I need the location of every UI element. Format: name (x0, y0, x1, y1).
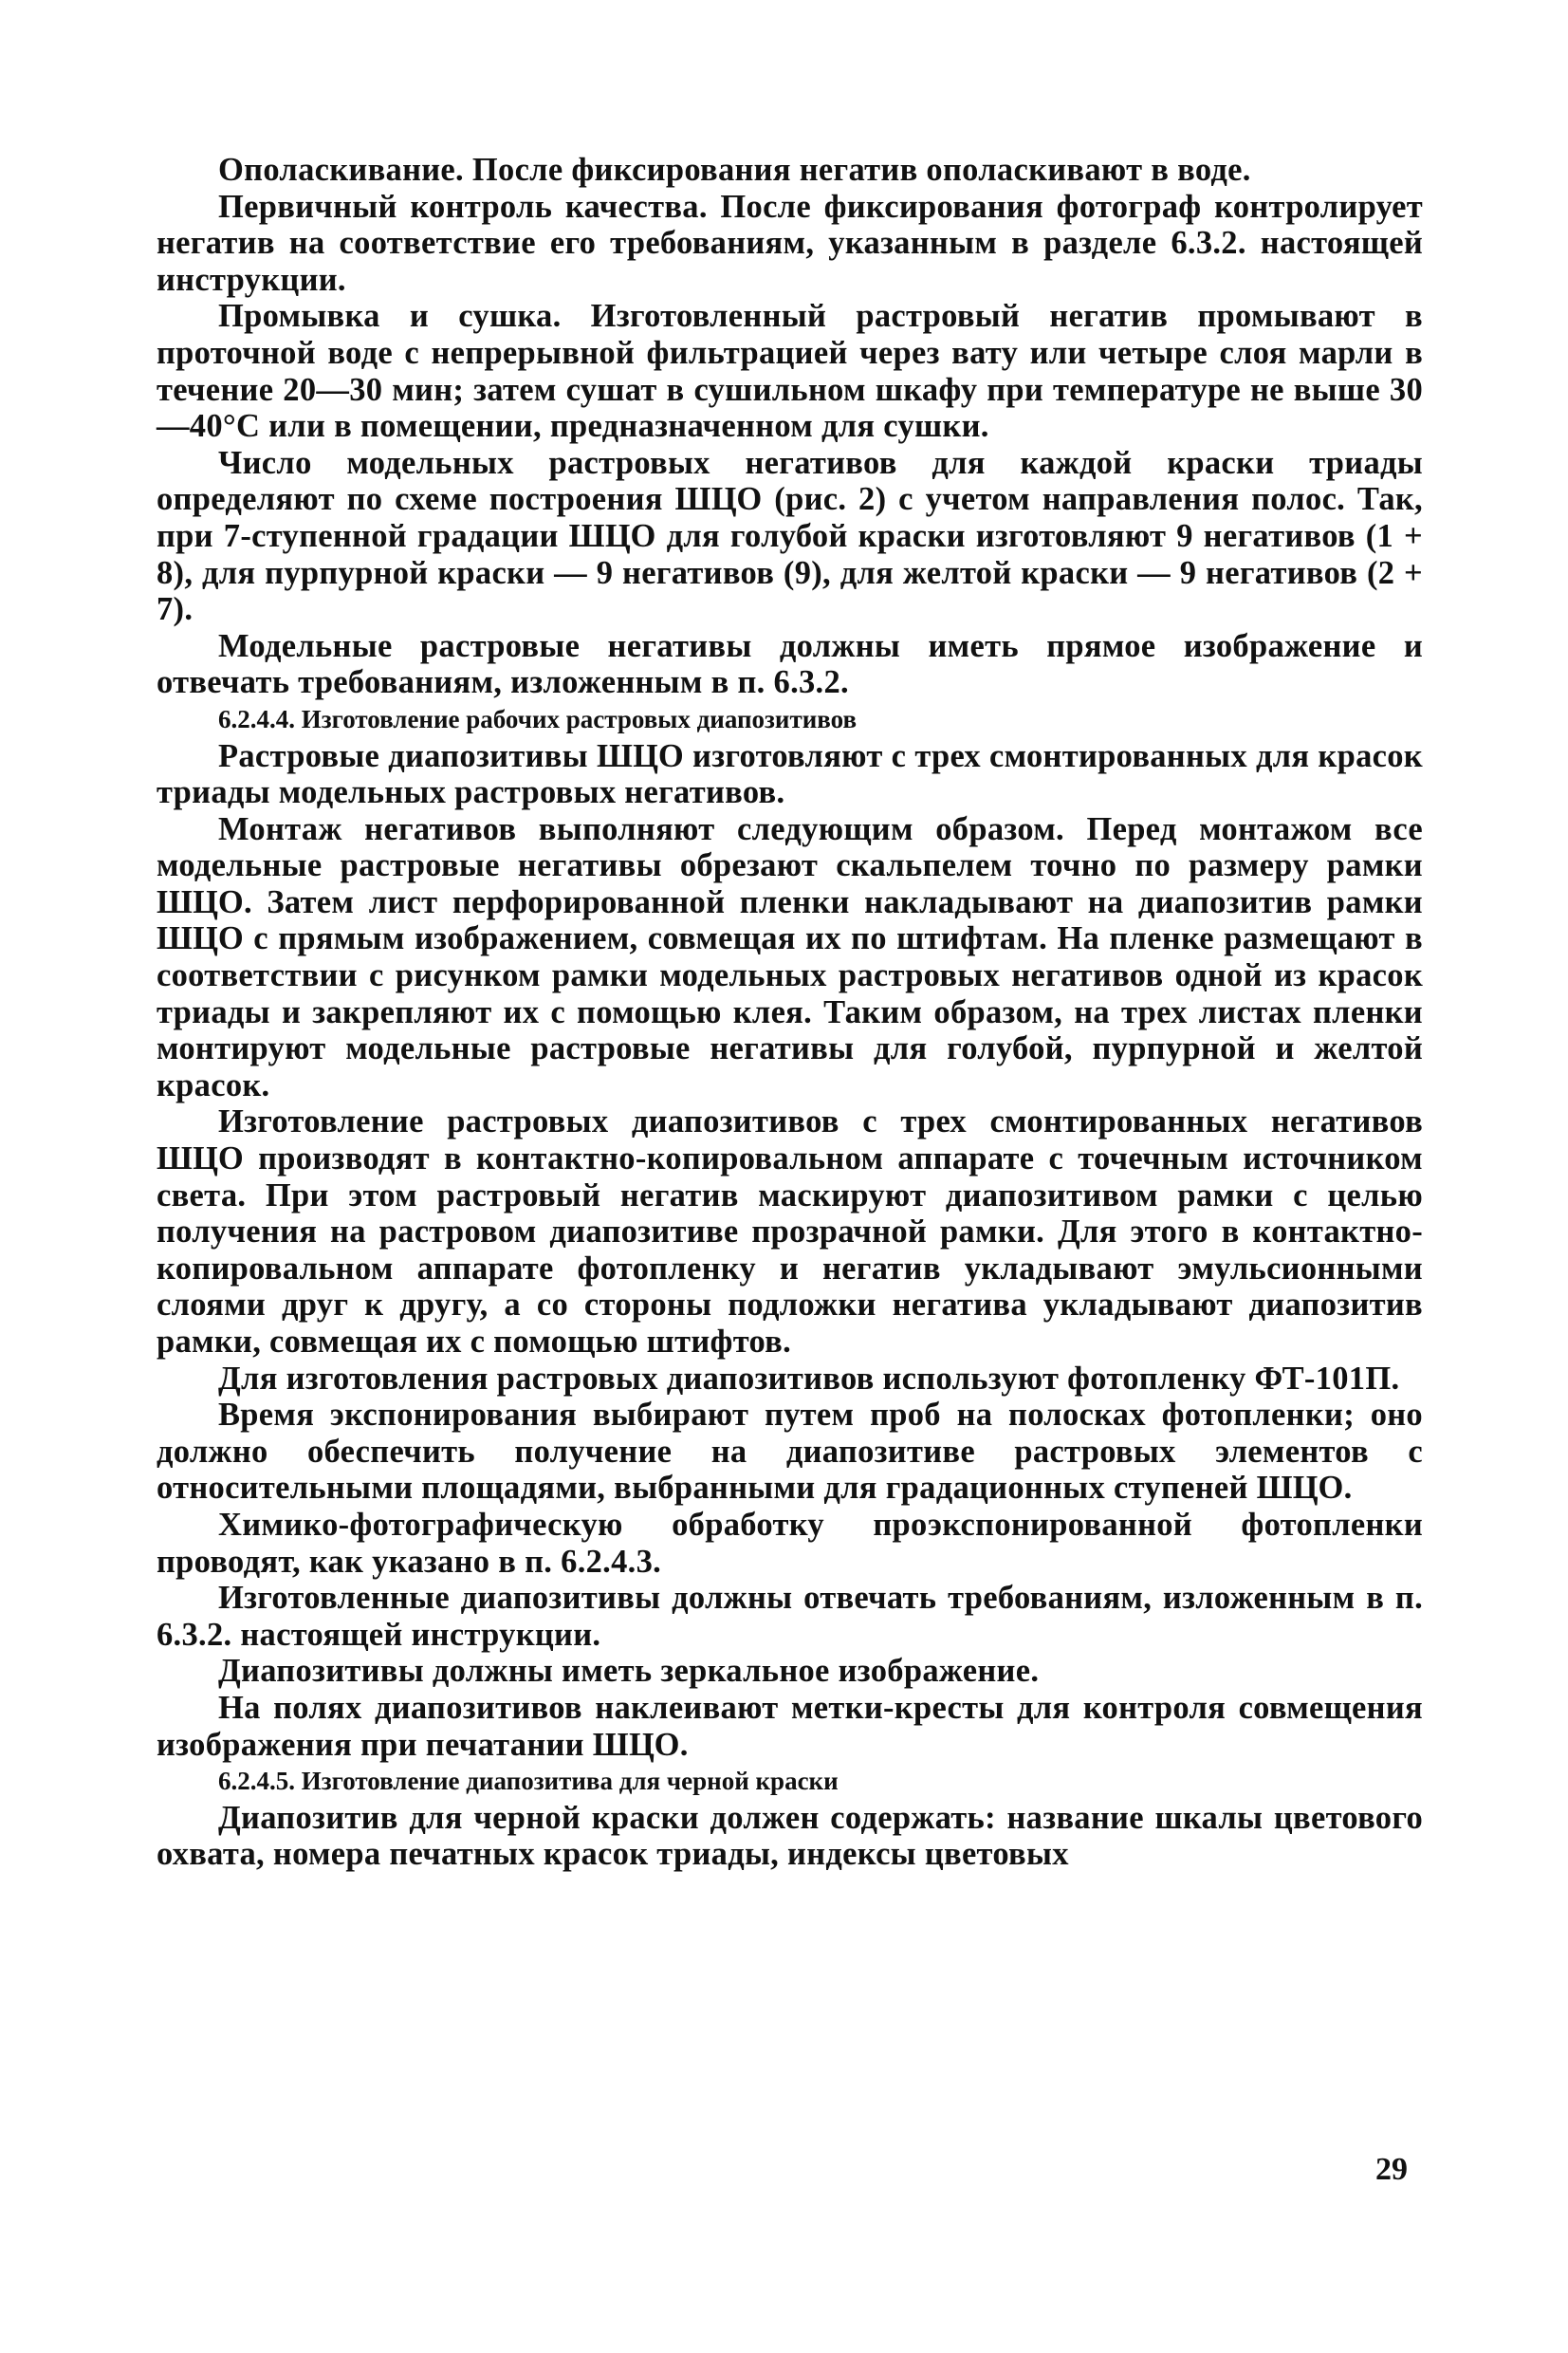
section-heading-6-2-4-4: 6.2.4.4. Изготовление рабочих растровых диапозитивов (218, 704, 858, 733)
paragraph-positives-made: Растровые диапозитивы ШЦО изготовляют с трех смонтированных для красок триады модельных растровых негативов. (157, 737, 1423, 811)
paragraph-positive-requirements: Изготовленные диапозитивы должны отвечать требованиям, изложенным в п. 6.3.2. настоящей инструкции. (157, 1580, 1423, 1653)
paragraph-contact-copying: Изготовление растровых диапозитивов с трех смонтированных негативов ШЦО производят в контактно-копировальном аппарате с точечным источником света. При этом растровый негатив маскируют диапозитивом рамки с целью получения на растровом диапозитиве прозрачной рамки. Для этого в контактно-копировальном аппарате фотопленку и негатив укладывают эмульсионными слоями друг к другу, а со стороны подложки негатива укладывают диапозитив рамки, совмещая их с помощью штифтов. (157, 1103, 1423, 1360)
section-heading-6-2-4-5: 6.2.4.5. Изготовление диапозитива для черной краски (218, 1767, 839, 1796)
paragraph-rinsing: Ополаскивание. После фиксирования негатив ополаскивают в воде. (218, 152, 1251, 188)
page-number: 29 (1375, 2152, 1408, 2187)
paragraph-processing: Химико-фотографическую обработку проэкспонированной фотопленки проводят, как указано в п. 6.2.4.3. (157, 1506, 1423, 1580)
paragraph-black-positive: Диапозитив для черной краски должен содержать: название шкалы цветового охвата, номера печатных красок триады, индексы цветовых (157, 1799, 1423, 1873)
paragraph-mounting: Монтаж негативов выполняют следующим образом. Перед монтажом все модельные растровые негативы обрезают скальпелем точно по размеру рамки ШЦО. Затем лист перфорированной пленки накладывают на диапозитив рамки ШЦО с прямым изображением, совмещая их по штифтам. На пленке размещают в соответствии с рисунком рамки модельных растровых негативов одной из красок триады и закрепляют их с помощью клея. Таким образом, на трех листах пленки монтируют модельные растровые негативы для голубой, пурпурной и желтой красок. (157, 810, 1423, 1103)
paragraph-exposure-time: Время экспонирования выбирают путем проб на полосках фотопленки; оно должно обеспечить получение на диапозитиве растровых элементов с относительными площадями, выбранными для градационных ступеней ШЦО. (157, 1397, 1423, 1507)
paragraph-washing-drying: Промывка и сушка. Изготовленный растровый негатив промывают в проточной воде с непрерывной фильтрацией через вату или четыре слоя марли в течение 20—30 мин; затем сушат в сушильном шкафу при температуре не выше 30—40°С или в помещении, предназначенном для сушки. (157, 298, 1423, 445)
paragraph-negative-requirements: Модельные растровые негативы должны иметь прямое изображение и отвечать требованиям, изложенным в п. 6.3.2. (157, 627, 1423, 701)
paragraph-film-used: Для изготовления растровых диапозитивов используют фотопленку ФТ-101П. (218, 1360, 1400, 1397)
paragraph-registration-marks: На полях диапозитивов наклеивают метки-кресты для контроля совмещения изображения при печатании ШЦО. (157, 1689, 1423, 1763)
paragraph-quality-control: Первичный контроль качества. После фиксирования фотограф контролирует негатив на соответствие его требованиям, указанным в разделе 6.3.2. настоящей инструкции. (157, 188, 1423, 298)
paragraph-negative-count: Число модельных растровых негативов для каждой краски триады определяют по схеме построения ШЦО (рис. 2) с учетом направления полос. Так, при 7-ступенной градации ШЦО для голубой краски изготовляют 9 негативов (1 + 8), для пурпурной краски — 9 негативов (9), для желтой краски — 9 негативов (2 + 7). (157, 444, 1423, 628)
paragraph-mirror-image: Диапозитивы должны иметь зеркальное изображение. (218, 1653, 1040, 1690)
page-body (157, 152, 1423, 1873)
